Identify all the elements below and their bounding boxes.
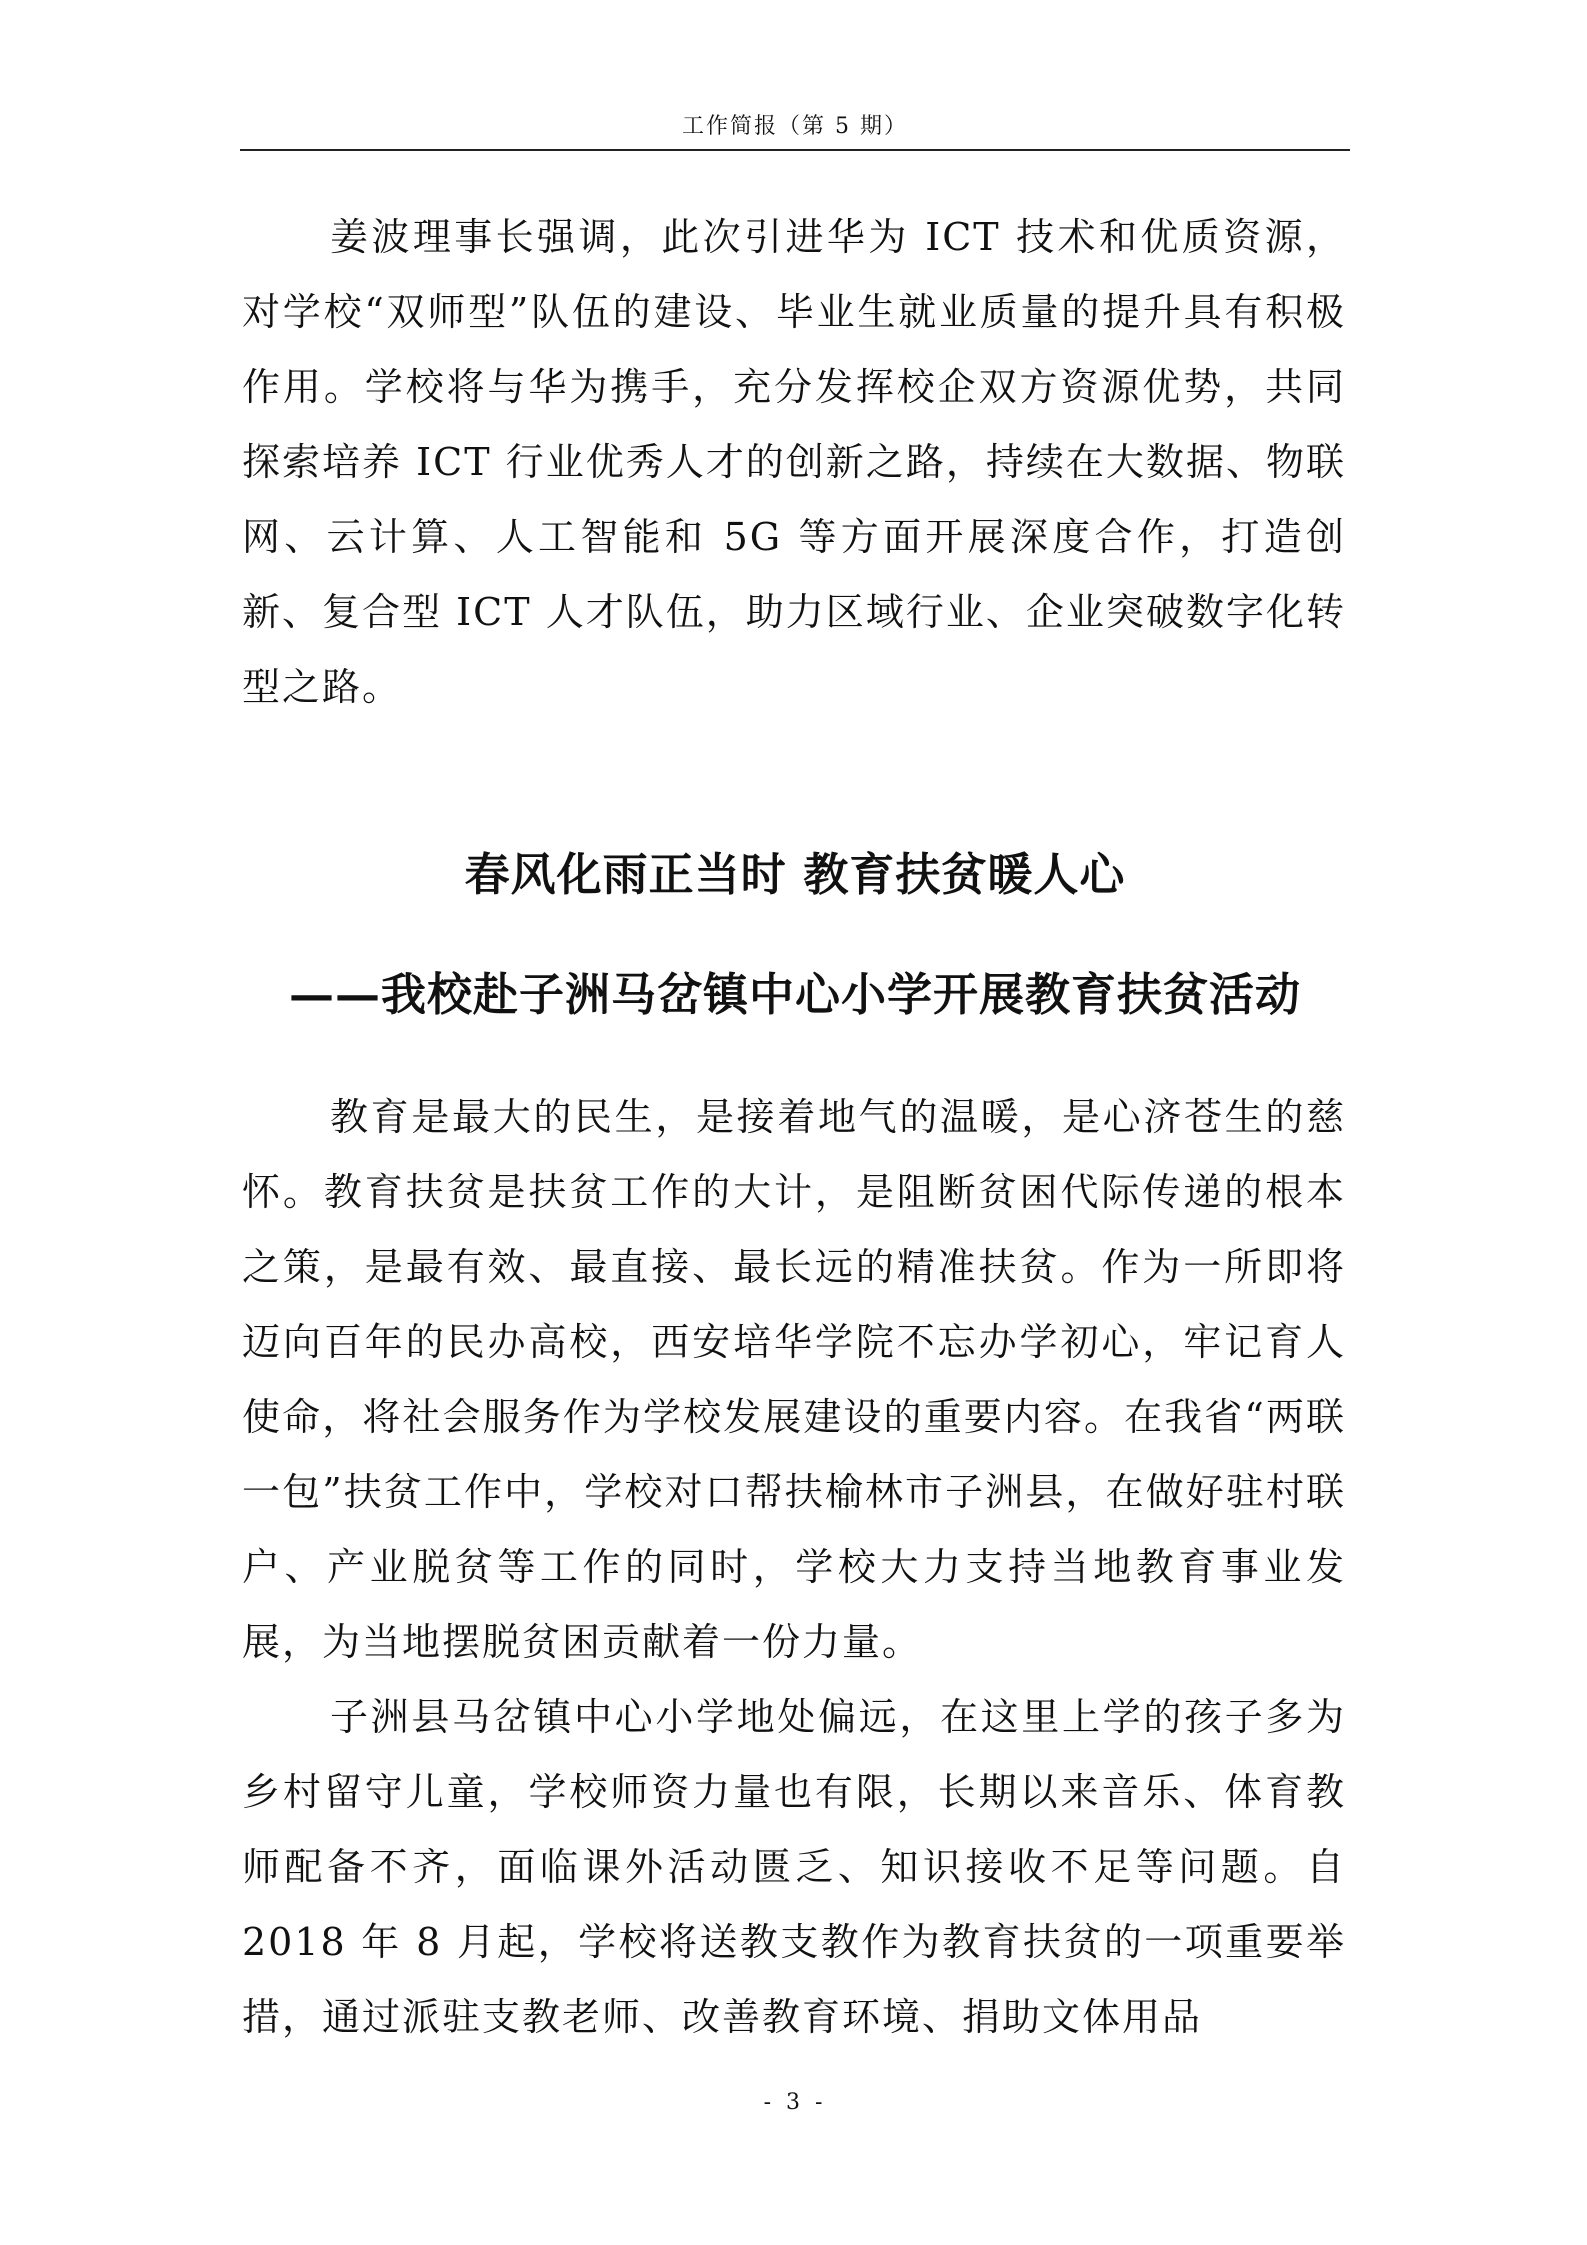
header-divider [240, 149, 1350, 151]
body-paragraph-1: 姜波理事长强调，此次引进华为 ICT 技术和优质资源，对学校“双师型”队伍的建设、毕业生就业质量的提升具有积极作用。学校将与华为携手，充分发挥校企双方资源优势，共同探索培养 ICT 行业优秀人才的创新之路，持续在大数据、物联网、云计算、人工智能和 5G 等方面开展深度合作，打造创新、复合型 ICT 人才队伍，助力区域行业、企业突破数字化转型之路。 [242, 215, 1346, 709]
article-subtitle: ——我校赴子洲马岔镇中心小学开展教育扶贫活动 [288, 968, 1301, 1021]
body-paragraph-2: 教育是最大的民生，是接着地气的温暖，是心济苍生的慈怀。教育扶贫是扶贫工作的大计，是阻断贫困代际传递的根本之策，是最有效、最直接、最长远的精准扶贫。作为一所即将迈向百年的民办高校，西安培华学院不忘办学初心，牢记育人使命，将社会服务作为学校发展建设的重要内容。在我省“两联一包”扶贫工作中，学校对口帮扶榆林市子洲县，在做好驻村联户、产业脱贫等工作的同时，学校大力支持当地教育事业发展，为当地摆脱贫困贡献着一份力量。 [242, 1095, 1346, 1664]
body-paragraph-3: 子洲县马岔镇中心小学地处偏远，在这里上学的孩子多为乡村留守儿童，学校师资力量也有限，长期以来音乐、体育教师配备不齐，面临课外活动匮乏、知识接收不足等问题。自 2018 年 8 月起，学校将送教支教作为教育扶贫的一项重要举措，通过派驻支教老师、改善教育环境、捐助文体用品 [242, 1695, 1346, 2039]
page-header: 工作简报（第 5 期） [682, 114, 908, 139]
article-title: 春风化雨正当时 教育扶贫暖人心 [464, 848, 1126, 901]
page-number: - 3 - [763, 2090, 827, 2115]
